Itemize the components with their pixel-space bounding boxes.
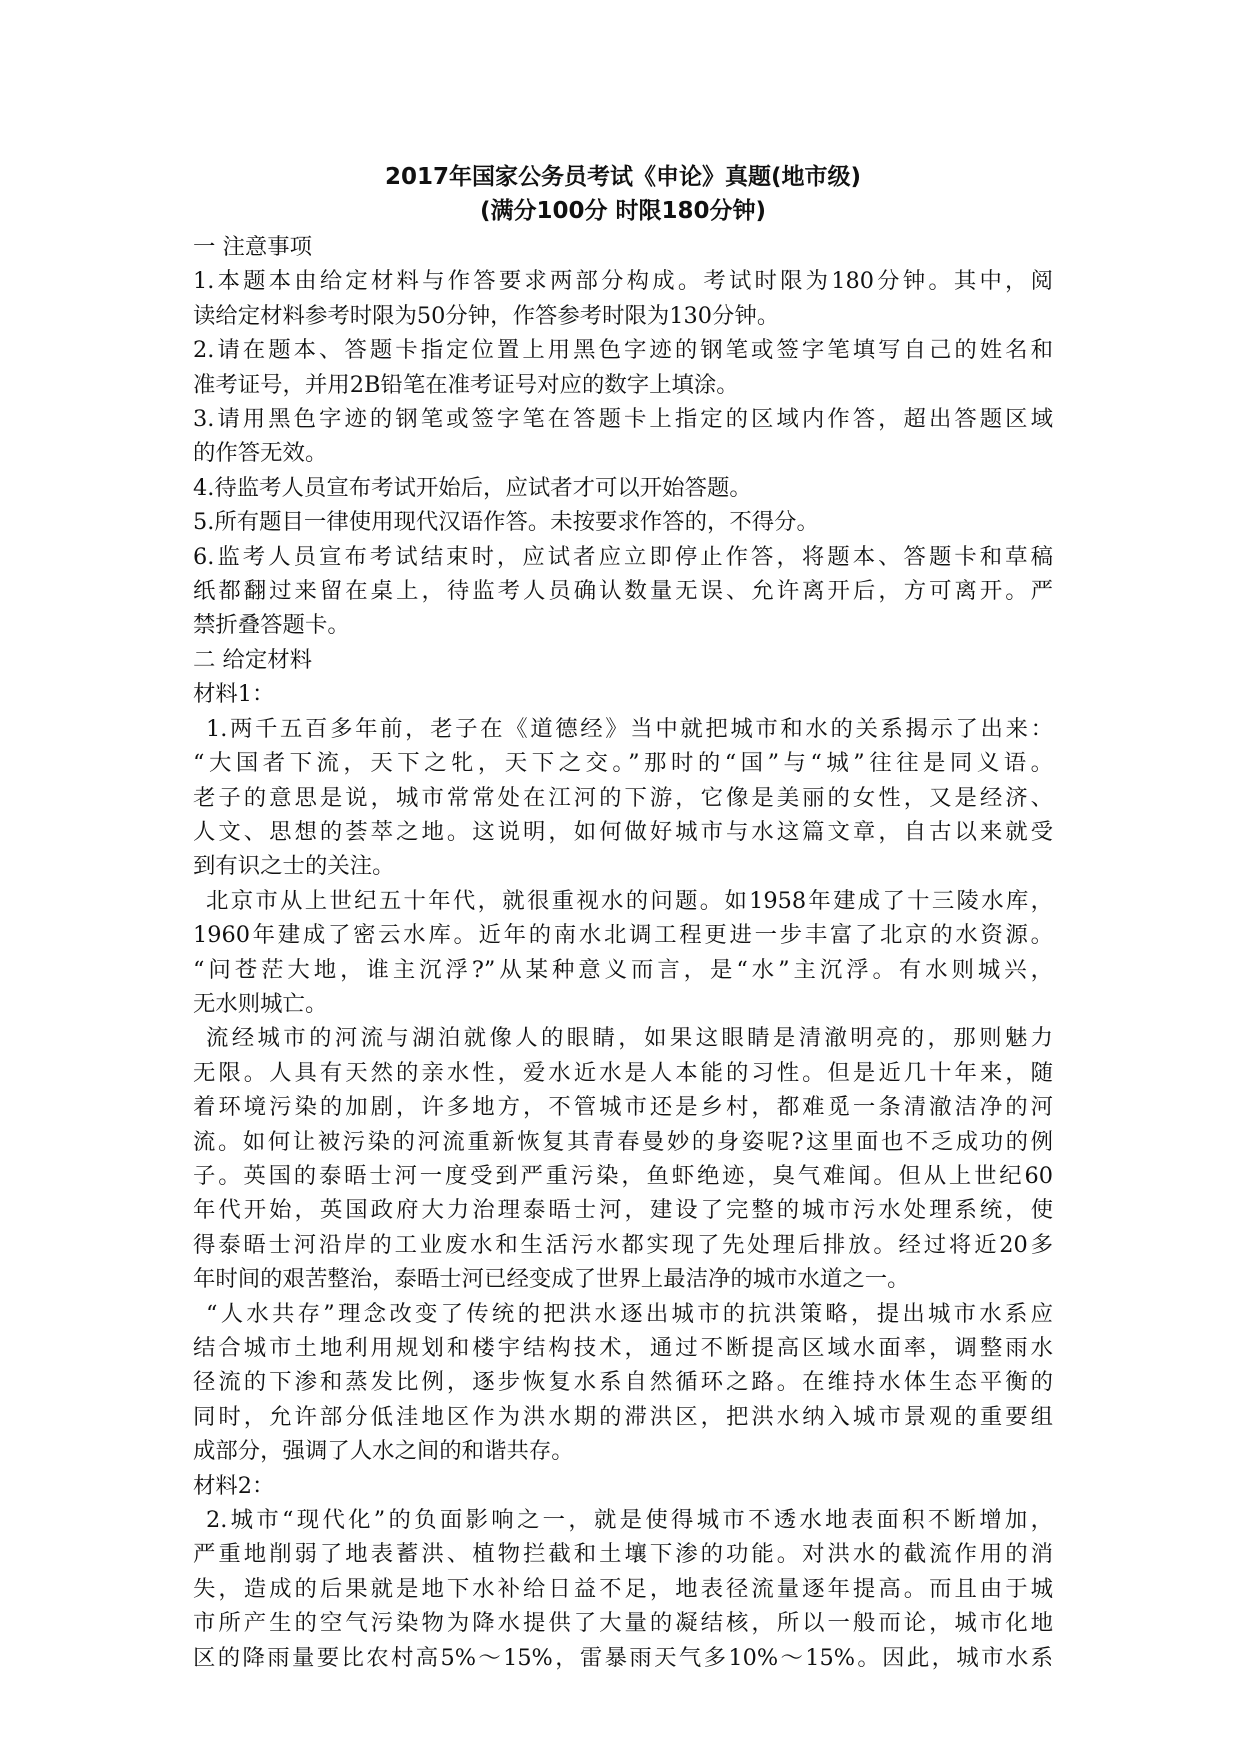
text-line: 无限。人具有天然的亲水性，爱水近水是人本能的习性。但是近几十年来，随 (193, 1059, 1053, 1086)
text-line: 北京市从上世纪五十年代，就很重视水的问题。如1958年建成了十三陵水库， (206, 887, 1053, 914)
text-line: 一 注意事项 (193, 234, 313, 260)
text-line: 年代开始，英国政府大力治理泰晤士河，建设了完整的城市污水处理系统，使 (193, 1197, 1053, 1224)
text-line: 准考证号，并用2B铅笔在准考证号对应的数字上填涂。 (193, 371, 739, 398)
text-line: 1960年建成了密云水库。近年的南水北调工程更进一步丰富了北京的水资源。 (193, 922, 1053, 949)
text-line: 纸都翻过来留在桌上，待监考人员确认数量无误、允许离开后，方可离开。严 (193, 578, 1053, 605)
document-body (193, 230, 1053, 1675)
text-line: 1.两千五百多年前，老子在《道德经》当中就把城市和水的关系揭示了出来： (206, 715, 1053, 742)
text-line: 禁折叠答题卡。 (193, 612, 350, 639)
text-line: 流。如何让被污染的河流重新恢复其青春曼妙的身姿呢?这里面也不乏成功的例 (193, 1128, 1053, 1155)
text-line: 的作答无效。 (193, 440, 328, 467)
text-line: “人水共存”理念改变了传统的把洪水逐出城市的抗洪策略，提出城市水系应 (206, 1300, 1053, 1327)
text-line: 得泰晤士河沿岸的工业废水和生活污水都实现了先处理后排放。经过将近20多 (193, 1231, 1053, 1258)
text-line: 老子的意思是说，城市常常处在江河的下游，它像是美丽的女性，又是经济、 (193, 784, 1053, 811)
text-line: 严重地削弱了地表蓄洪、植物拦截和土壤下渗的功能。对洪水的截流作用的消 (193, 1541, 1053, 1568)
text-line: 着环境污染的加剧，许多地方，不管城市还是乡村，都难觅一条清澈洁净的河 (193, 1094, 1053, 1121)
text-line: 材料2： (193, 1472, 275, 1499)
text-line: 2.城市“现代化”的负面影响之一，就是使得城市不透水地表面积不断增加， (206, 1507, 1053, 1534)
text-line: 二 给定材料 (193, 646, 313, 673)
text-line: 子。英国的泰晤士河一度受到严重污染，鱼虾绝迹，臭气难闻。但从上世纪60 (193, 1162, 1053, 1189)
text-line: 到有识之士的关注。 (193, 853, 395, 880)
text-line: 同时，允许部分低洼地区作为洪水期的滞洪区，把洪水纳入城市景观的重要组 (193, 1403, 1053, 1430)
document-subtitle: (满分100分 时限180分钟) (479, 198, 767, 224)
text-line: 1.本题本由给定材料与作答要求两部分构成。考试时限为180分钟。其中，阅 (193, 268, 1053, 295)
text-line: “大国者下流，天下之牝，天下之交。”那时的“国”与“城”往往是同义语。 (193, 750, 1053, 777)
text-line: 市所产生的空气污染物为降水提供了大量的凝结核，所以一般而论，城市化地 (193, 1610, 1053, 1637)
text-line: “问苍茫大地，谁主沉浮?”从某种意义而言，是“水”主沉浮。有水则城兴， (193, 956, 1053, 983)
document-title: 2017年国家公务员考试《申论》真题(地市级) (384, 164, 862, 190)
text-line: 无水则城亡。 (193, 990, 328, 1017)
text-line: 5.所有题目一律使用现代汉语作答。未按要求作答的，不得分。 (193, 509, 819, 536)
text-line: 材料1： (193, 681, 275, 708)
text-line: 4.待监考人员宣布考试开始后，应试者才可以开始答题。 (193, 474, 752, 501)
text-line: 人文、思想的荟萃之地。这说明，如何做好城市与水这篇文章，自古以来就受 (193, 818, 1053, 845)
text-line: 径流的下渗和蒸发比例，逐步恢复水系自然循环之路。在维持水体生态平衡的 (193, 1369, 1053, 1396)
text-line: 2.请在题本、答题卡指定位置上用黑色字迹的钢笔或签字笔填写自己的姓名和 (193, 337, 1053, 364)
text-line: 年时间的艰苦整治，泰晤士河已经变成了世界上最洁净的城市水道之一。 (193, 1266, 910, 1293)
text-line: 流经城市的河流与湖泊就像人的眼睛，如果这眼睛是清澈明亮的，那则魅力 (206, 1025, 1053, 1052)
text-line: 3.请用黑色字迹的钢笔或签字笔在答题卡上指定的区域内作答，超出答题区域 (193, 406, 1053, 433)
text-line: 区的降雨量要比农村高5%～15%，雷暴雨天气多10%～15%。因此，城市水系 (193, 1644, 1053, 1671)
text-line: 结合城市土地利用规划和楼宇结构技术，通过不断提高区域水面率，调整雨水 (193, 1335, 1053, 1361)
text-line: 6.监考人员宣布考试结束时，应试者应立即停止作答，将题本、答题卡和草稿 (193, 543, 1053, 570)
text-line: 成部分，强调了人水之间的和谐共存。 (193, 1438, 574, 1465)
document-page (193, 160, 1053, 1675)
text-line: 读给定材料参考时限为50分钟，作答参考时限为130分钟。 (193, 302, 780, 329)
text-line: 失，造成的后果就是地下水补给日益不足，地表径流量逐年提高。而且由于城 (193, 1575, 1053, 1602)
